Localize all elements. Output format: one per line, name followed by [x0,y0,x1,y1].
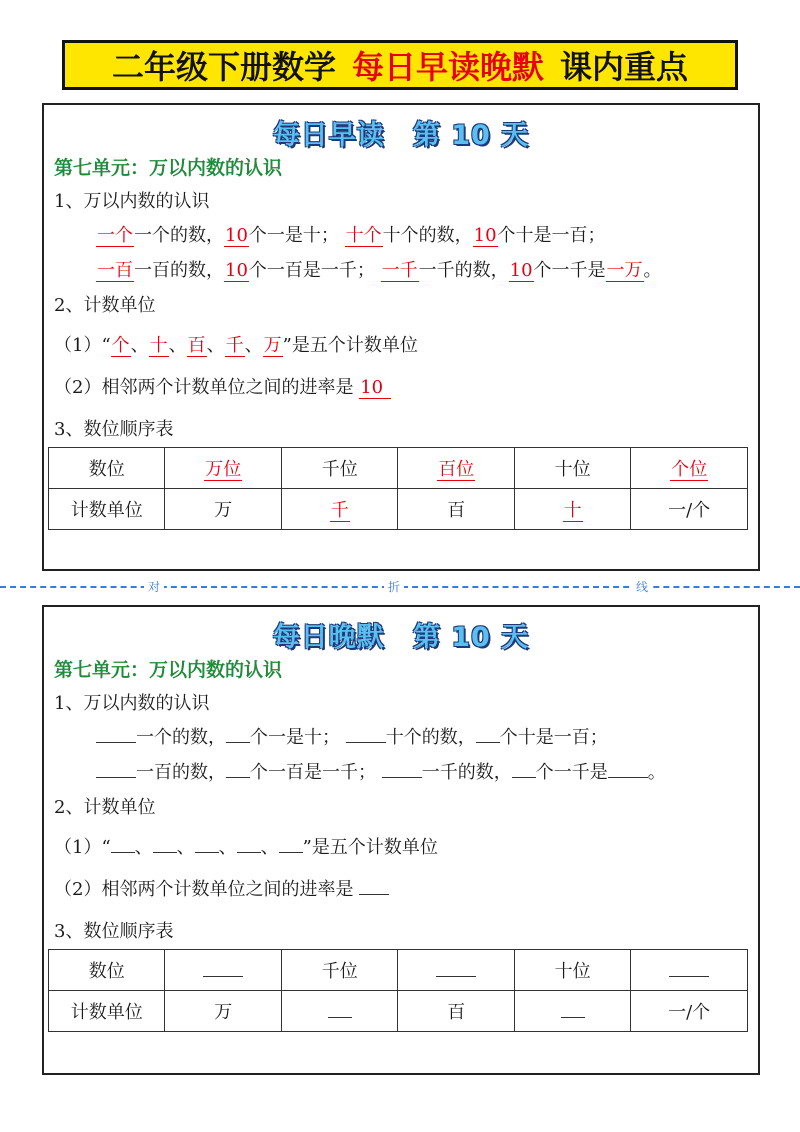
unit-heading: 第七单元：万以内数的认识 [54,659,283,681]
answer: 个位 [671,459,708,480]
section-2-heading: 2、计数单位 [54,295,156,316]
morning-reading-card [42,103,760,571]
answer: 10 [473,225,497,246]
counting-units-line [54,331,418,357]
text: 一百的数， [134,260,224,281]
table-cell [398,448,514,489]
answer: 一万 [606,260,643,281]
table-row [49,991,748,1032]
answer: 万 [263,335,282,356]
answer: 一个 [97,225,133,246]
table-cell [165,950,281,991]
banner-grade: 二年级下册数学 [111,48,336,86]
table-cell: 万 [165,489,281,530]
separator: 、 [134,837,153,858]
answer: 10 [225,225,248,246]
text: ”是五个计数单位 [282,335,418,356]
table-cell: 千位 [281,448,397,489]
place-value-table [48,447,748,530]
answer: 百位 [438,459,475,480]
text: 一千的数， [421,762,512,783]
text: 个一是十； [250,727,340,748]
text: （2）相邻两个计数单位之间的进率是 [54,879,360,900]
card-title [44,615,758,654]
fold-label: 对 [144,578,164,595]
text: 十个的数， [385,727,476,748]
blank[interactable] [346,724,386,743]
counting-line-2 [96,256,662,282]
answer: 个 [111,335,130,356]
text: 一个的数， [136,727,226,748]
text: 一个的数， [134,225,224,246]
table-cell: 万 [165,991,281,1032]
blank[interactable] [512,759,536,778]
text: （1）“ [54,837,111,858]
table-cell: 一/个 [631,489,748,530]
section-3-heading: 3、数位顺序表 [54,921,174,942]
banner-topic: 课内重点 [560,48,689,86]
blank[interactable] [608,759,648,778]
table-cell [631,950,748,991]
table-row [49,448,748,489]
blank[interactable] [359,876,389,895]
blank[interactable] [153,834,177,853]
text: 个一千是 [533,260,606,281]
blank[interactable] [476,724,500,743]
blank[interactable] [111,834,135,853]
section-2-heading: 2、计数单位 [54,797,156,818]
blank[interactable] [96,724,136,743]
blank[interactable] [237,834,261,853]
text: 个一百是一千； [248,260,375,281]
table-cell: 计数单位 [49,489,165,530]
answer: 一千 [381,260,418,281]
section-1-heading: 1、万以内数的认识 [54,693,210,714]
answer: 10 [225,260,248,281]
section-3-heading: 3、数位顺序表 [54,419,174,440]
text: 个一是十； [248,225,339,246]
blank[interactable] [382,759,422,778]
table-cell: 十位 [514,448,630,489]
table-cell [398,950,514,991]
separator: 、 [130,335,149,356]
card-title-main: 每日早读 [272,120,385,151]
separator: 、 [218,837,237,858]
table-cell: 数位 [49,950,165,991]
ratio-line [54,373,391,399]
blank[interactable] [669,958,709,977]
table-cell: 计数单位 [49,991,165,1032]
unit-heading: 第七单元：万以内数的认识 [54,157,283,179]
separator: 、 [260,837,279,858]
text: （1）“ [54,335,111,356]
table-cell [514,991,630,1032]
blank[interactable] [328,999,352,1018]
answer: 十 [563,500,582,521]
text: 。 [643,260,662,281]
text: 个一千是 [535,762,608,783]
answer: 10 [359,377,391,399]
blank[interactable] [561,999,585,1018]
separator: 、 [244,335,263,356]
card-title [44,113,758,152]
ratio-line [54,875,389,901]
separator: 、 [176,837,195,858]
table-cell: 十位 [514,950,630,991]
card-title-day: 第 10 天 [412,120,530,151]
answer: 一百 [97,260,133,281]
answer: 千 [330,500,349,521]
text: 一百的数， [136,762,226,783]
counting-line-1 [96,723,608,749]
table-cell: 百 [398,991,514,1032]
blank[interactable] [436,958,476,977]
text: （2）相邻两个计数单位之间的进率是 [54,377,360,398]
separator: 、 [168,335,187,356]
answer: 十 [149,335,168,356]
text: 个十是一百； [497,225,606,246]
evening-dictation-card [42,605,760,1075]
blank[interactable] [279,834,303,853]
answer: 百 [187,335,206,356]
card-title-main: 每日晚默 [272,622,385,653]
blank[interactable] [195,834,219,853]
table-row [49,489,748,530]
text: 。 [647,762,666,783]
blank[interactable] [226,724,250,743]
text: 个一百是一千； [250,762,376,783]
table-row [49,950,748,991]
table-cell [281,991,397,1032]
section-1-heading: 1、万以内数的认识 [54,191,210,212]
table-cell [281,489,397,530]
table-cell [514,489,630,530]
table-cell: 数位 [49,448,165,489]
header-banner [62,40,738,90]
counting-line-2 [96,758,666,784]
answer: 十个 [345,225,382,246]
place-value-table [48,949,748,1032]
banner-theme: 每日早读晚默 [351,48,544,86]
table-cell [631,448,748,489]
answer: 10 [509,260,533,281]
table-cell: 一/个 [631,991,748,1032]
fold-label: 线 [632,578,652,595]
table-cell [165,448,281,489]
text: ”是五个计数单位 [302,837,438,858]
answer: 万位 [205,459,242,480]
text: 十个的数， [382,225,473,246]
answer: 千 [225,335,244,356]
separator: 、 [206,335,225,356]
counting-units-line [54,833,438,859]
counting-line-1 [96,221,606,247]
text: 个十是一百； [499,727,608,748]
blank[interactable] [96,759,136,778]
text: 一千的数， [418,260,509,281]
fold-label: 折 [384,578,404,595]
table-cell: 千位 [281,950,397,991]
table-cell: 百 [398,489,514,530]
blank[interactable] [226,759,250,778]
card-title-day: 第 10 天 [412,622,530,653]
blank[interactable] [203,958,243,977]
